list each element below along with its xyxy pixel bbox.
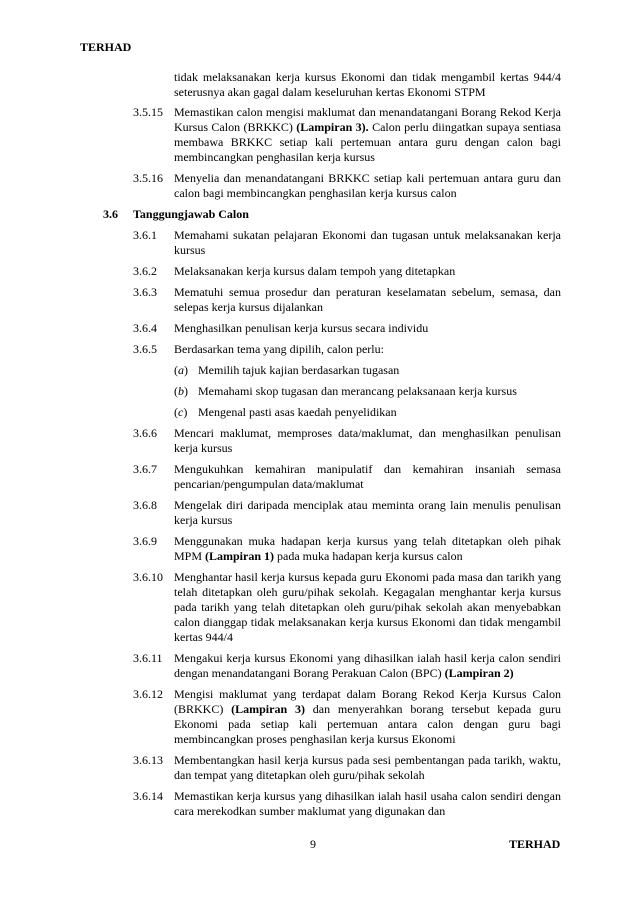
text-segment: Mengenal pasti asas kaedah penyelidikan: [198, 405, 397, 419]
item-number: 3.6.1: [133, 228, 157, 242]
numbered-item: [0, 342, 638, 357]
appendix-reference: (Lampiran 3).: [296, 120, 369, 134]
text-segment: Tanggungjawab Calon: [133, 207, 249, 221]
text-segment: Memilih tajuk kajian berdasarkan tugasan: [198, 363, 400, 377]
text-segment: Calon perlu diingatkan supaya sentiasa membawa BRKKC setiap kali pertemuan antara guru dengan calon bagi membincangkan penghasilan kerja kursus: [174, 120, 561, 164]
text-segment: Mengelak diri daripada menciplak atau meminta orang lain menulis penulisan kerja kursus: [174, 498, 561, 527]
item-text: [174, 426, 561, 456]
text-segment: Membentangkan hasil kerja kursus pada sesi pembentangan pada tarikh, waktu, dan tempat yang ditetapkan oleh guru/pihak sekolah: [174, 753, 561, 782]
text-segment: Menghantar hasil kerja kursus kepada guru Ekonomi pada masa dan tarikh yang telah ditetapkan oleh guru/pihak sekolah. Kegagalan menghantar kerja kursus pada tarikh yang telah ditetapkan oleh guru/pihak sekolah akan menyebabkan calon dianggap tidak melaksanakan kerja kursus Ekonomi dan tidak mengambil kertas 944/4: [174, 570, 561, 644]
text-segment: Mematuhi semua prosedur dan peraturan keselamatan sebelum, semasa, dan selepas kerja kursus dijalankan: [174, 285, 561, 314]
item-text: [174, 753, 561, 783]
text-segment: Memastikan calon mengisi maklumat dan menandatangani Borang Rekod Kerja Kursus Calon (BRKKC): [174, 105, 561, 134]
item-number: 3.6: [103, 207, 118, 221]
text-segment: Memahami sukatan pelajaran Ekonomi dan tugasan untuk melaksanakan kerja kursus: [174, 228, 561, 257]
item-text: [174, 498, 561, 528]
item-text: [174, 105, 561, 165]
item-text: [174, 789, 561, 819]
item-number: 3.6.9: [133, 534, 157, 548]
item-number: 3.6.14: [133, 789, 163, 803]
numbered-item: [0, 171, 638, 201]
section-heading: [0, 207, 638, 222]
item-text: [174, 342, 561, 357]
numbered-item: [0, 534, 638, 564]
item-number: 3.6.11: [133, 651, 163, 665]
text-segment: Menghasilkan penulisan kerja kursus secara individu: [174, 321, 429, 335]
numbered-item: [0, 321, 638, 336]
item-text: [174, 687, 561, 747]
numbered-item: [0, 105, 638, 165]
item-text: [174, 651, 561, 681]
item-text: [174, 228, 561, 258]
text-segment: Memahami skop tugasan dan merancang pelaksanaan kerja kursus: [198, 384, 517, 398]
numbered-item: [0, 789, 638, 819]
text-segment: Mencari maklumat, memproses data/maklumat, dan menghasilkan penulisan kerja kursus: [174, 426, 561, 455]
text-segment: dan menyerahkan borang tersebut kepada guru Ekonomi pada setiap kali pertemuan antara calon dengan guru bagi membincangkan proses penghasilan kerja kursus Ekonomi: [174, 702, 562, 746]
numbered-item: [0, 285, 638, 315]
numbered-item: [0, 462, 638, 492]
numbered-item: [0, 426, 638, 456]
sub-list-item: [0, 405, 638, 420]
item-text: [174, 321, 561, 336]
numbered-item: [0, 651, 638, 681]
numbered-item: [0, 264, 638, 279]
item-number: 3.6.12: [133, 687, 163, 701]
text-segment: Menggunakan muka hadapan kerja kursus yang telah ditetapkan oleh pihak MPM: [174, 534, 561, 563]
item-text: [198, 384, 561, 399]
item-text: [174, 570, 561, 645]
item-number: 3.6.7: [133, 462, 157, 476]
item-text: [174, 171, 561, 201]
numbered-item: [0, 753, 638, 783]
numbered-item: [0, 228, 638, 258]
text-segment: Menyelia dan menandatangani BRKKC setiap kali pertemuan antara guru dan calon bagi membincangkan penghasilan kerja kursus calon: [174, 171, 561, 200]
classification-footer: TERHAD: [509, 837, 561, 851]
text-segment: Berdasarkan tema yang dipilih, calon perlu:: [174, 342, 384, 356]
numbered-item: [0, 498, 638, 528]
item-number: (b): [174, 384, 188, 398]
sub-list-item: [0, 384, 638, 399]
page-number: 9: [310, 837, 316, 851]
document-body: [0, 105, 638, 825]
item-number: 3.6.13: [133, 753, 163, 767]
item-number: (a): [174, 363, 188, 377]
continuation-paragraph: tidak melaksanakan kerja kursus Ekonomi dan tidak mengambil kertas 944/4 seterusnya akan gagal dalam keseluruhan kertas Ekonomi STPM: [174, 70, 561, 99]
item-number: 3.6.8: [133, 498, 157, 512]
item-text: [198, 405, 561, 420]
item-text: [174, 534, 561, 564]
appendix-reference: (Lampiran 3): [231, 702, 305, 716]
item-number: 3.6.6: [133, 426, 157, 440]
item-text: [174, 285, 561, 315]
appendix-reference: (Lampiran 1): [205, 549, 275, 563]
classification-header: TERHAD: [80, 40, 132, 54]
numbered-item: [0, 570, 638, 645]
text-segment: Mengukuhkan kemahiran manipulatif dan kemahiran insaniah semasa pencarian/pengumpulan data/maklumat: [174, 462, 561, 491]
text-segment: Melaksanakan kerja kursus dalam tempoh yang ditetapkan: [174, 264, 456, 278]
appendix-reference: (Lampiran 2): [444, 666, 514, 680]
item-number: 3.6.3: [133, 285, 157, 299]
sub-list-item: [0, 363, 638, 378]
text-segment: Mengisi maklumat yang terdapat dalam Borang Rekod Kerja Kursus Calon (BRKKC): [174, 687, 561, 716]
item-number: (c): [174, 405, 188, 419]
item-number: 3.6.2: [133, 264, 157, 278]
item-number: 3.5.15: [133, 105, 163, 119]
text-segment: Mengakui kerja kursus Ekonomi yang dihasilkan ialah hasil kerja calon sendiri dengan menandatangani Borang Perakuan Calon (BPC): [174, 651, 561, 680]
item-text: [133, 207, 561, 222]
item-text: [174, 264, 561, 279]
item-number: 3.6.5: [133, 342, 157, 356]
text-segment: Memastikan kerja kursus yang dihasilkan ialah hasil usaha calon sendiri dengan cara merekodkan sumber maklumat yang digunakan dan: [174, 789, 561, 818]
text-segment: pada muka hadapan kerja kursus calon: [274, 549, 463, 563]
item-text: [198, 363, 561, 378]
item-number: 3.5.16: [133, 171, 163, 185]
item-text: [174, 462, 561, 492]
item-number: 3.6.10: [133, 570, 163, 584]
item-number: 3.6.4: [133, 321, 157, 335]
numbered-item: [0, 687, 638, 747]
